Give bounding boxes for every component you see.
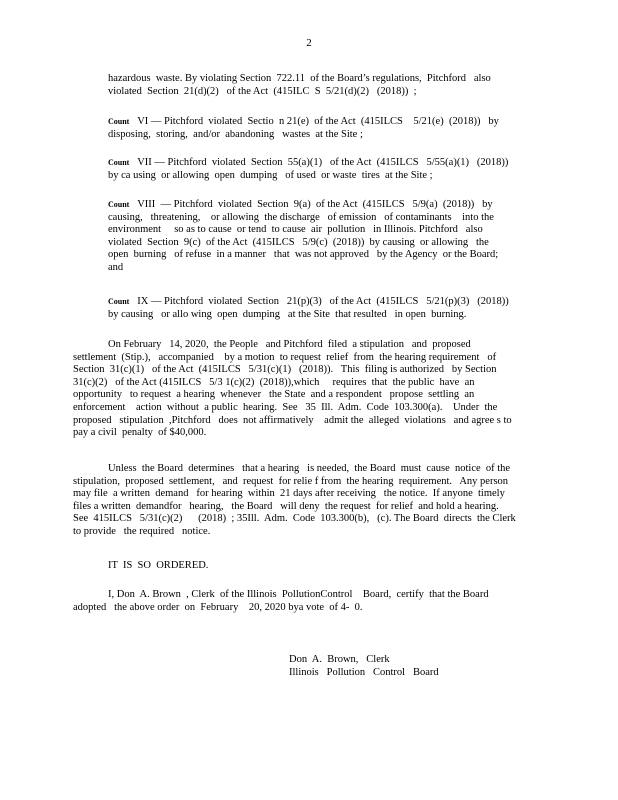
count-vii-paragraph [108, 157, 532, 182]
hearing-paragraph [73, 463, 535, 539]
text-line: by causing or allo wing open dumping at the Site that resulted in open burning. [108, 308, 467, 320]
text-line: IX — Pitchford violated Section 21(p)(3) of the Act (415ILCS 5/21(p)(3) (2018)) [137, 296, 509, 307]
count-label: Count [108, 200, 130, 209]
text-line: enforcement action without a public hearing. See 35 Ill. Adm. Code 103.300(a). Under the [73, 401, 498, 413]
text-line: proposed stipulation ,Pitchford does not affirmatively admit the alleged violations and agree s to [73, 414, 512, 426]
count-vi-paragraph [108, 116, 532, 141]
text-line: VII — Pitchford violated Section 55(a)(1) of the Act (415ILCS 5/55(a)(1) (2018)) [137, 157, 509, 168]
text-line: On February 14, 2020, the People and Pitchford filed a stipulation and proposed [108, 339, 471, 350]
text-line: VIII — Pitchford violated Section 9(a) of the Act (415ILCS 5/9(a) (2018)) by [137, 199, 493, 210]
text-line: I, Don A. Brown , Clerk of the Illinois PollutionControl Board, certify that the Board [108, 589, 489, 600]
text-line: files a written demandfor hearing, the Board will deny the request for relief and hold a hearing. [73, 500, 499, 512]
count-ix-paragraph [108, 296, 532, 321]
count-label: Count [108, 297, 130, 306]
signature-org: Illinois Pollution Control Board [289, 666, 439, 678]
text-line: and [108, 261, 124, 273]
signature-name: Don A. Brown, Clerk [289, 654, 390, 665]
count-label: Count [108, 158, 130, 167]
text-line: pay a civil penalty of $40,000. [73, 427, 207, 439]
text-line: hazardous waste. By violating Section 722.11 of the Board’s regulations, Pitchford also [108, 73, 491, 84]
so-ordered [108, 560, 408, 573]
text-line: 31(c)(2) of the Act (415ILCS 5/3 1(c)(2) (2018)),which requires that the public have an [73, 376, 475, 388]
count-viii-paragraph [108, 199, 532, 275]
text-line: violated Section 21(d)(2) of the Act (415ILC S 5/21(d)(2) (2018)) ; [108, 85, 417, 97]
text-line: Unless the Board determines that a hearing is needed, the Board must cause notice of the [108, 463, 511, 474]
text-line: opportunity to request a hearing whenever the State and a respondent propose settling an [73, 389, 475, 401]
text-line: open burning of refuse in a manner that was not approved by the Agency or the Board; [108, 249, 499, 261]
text-line: violated Section 9(c) of the Act (415ILCS 5/9(c) (2018)) by causing or allowing the [108, 236, 489, 248]
text-line: IT IS SO ORDERED. [108, 560, 209, 571]
count-label: Count [108, 117, 130, 126]
text-line: VI — Pitchford violated Sectio n 21(e) of the Act (415ILCS 5/21(e) (2018)) by [137, 116, 499, 127]
text-line: See 415ILCS 5/31(c)(2) (2018) ; 35Ill. Adm. Code 103.300(b), (c). The Board directs the Clerk [73, 513, 516, 525]
text-line: by ca using or allowing open dumping of used or waste tires at the Site ; [108, 169, 433, 181]
text-line: environment so as to cause or tend to cause air pollution in Illinois. Pitchford also [108, 224, 483, 236]
text-line: adopted the above order on February 20, 2020 bya vote of 4- 0. [73, 601, 363, 613]
text-line: causing, threatening, or allowing the discharge of emission of contaminants into the [108, 211, 494, 223]
text-line: settlement (Stip.), accompanied by a motion to request relief from the hearing requirement of [73, 351, 497, 363]
text-line: to provide the required notice. [73, 525, 211, 537]
text-line: stipulation, proposed settlement, and request for relie f from the hearing requirement. Any person [73, 475, 509, 487]
signature-block [289, 654, 529, 679]
intro-paragraph [108, 73, 532, 98]
text-line: Section 31(c)(1) of the Act (415ILCS 5/31(c)(1) (2018)). This filing is authorized by Section [73, 364, 497, 376]
certification-paragraph [73, 589, 535, 614]
filing-paragraph [73, 339, 535, 440]
text-line: disposing, storing, and/or abandoning wastes at the Site ; [108, 128, 363, 140]
page-number: 2 [306, 37, 312, 49]
text-line: may file a written demand for hearing within 21 days after receiving the notice. If anyone timely [73, 488, 505, 500]
